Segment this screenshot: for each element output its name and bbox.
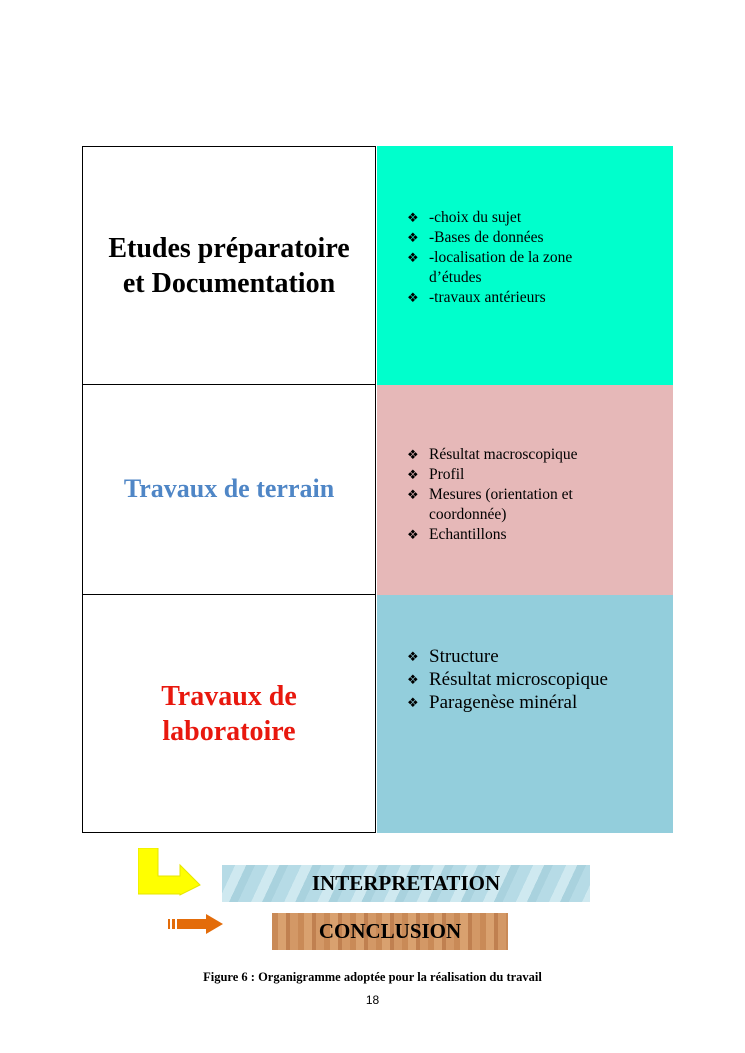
- list-item: ❖ Résultat macroscopique: [407, 446, 578, 463]
- list-item: ❖ Echantillons: [407, 526, 507, 543]
- interpretation-box: INTERPRETATION: [222, 865, 590, 902]
- list-item: ❖ Mesures (orientation et coordonnée): [407, 486, 573, 523]
- row-laboratoire-title: Travaux de laboratoire: [161, 680, 297, 747]
- list-item: ❖ -Bases de données: [407, 229, 544, 246]
- conclusion-box: CONCLUSION: [272, 913, 508, 950]
- diamond-bullet-icon: ❖: [407, 672, 419, 687]
- diamond-bullet-icon: ❖: [407, 447, 419, 462]
- diamond-bullet-icon: ❖: [407, 649, 419, 664]
- diamond-bullet-icon: ❖: [407, 695, 419, 710]
- row-terrain: [82, 385, 673, 595]
- row-terrain-title: Travaux de terrain: [123, 474, 335, 504]
- row-laboratoire-content-cell: [377, 595, 673, 833]
- page-number: 18: [365, 993, 380, 1007]
- list-item: ❖ -localisation de la zone d’études: [407, 249, 573, 286]
- diamond-bullet-icon: ❖: [407, 250, 419, 265]
- row-terrain-title-cell: [82, 385, 376, 595]
- row-laboratoire-list: [407, 645, 663, 714]
- list-item: ❖ Structure: [407, 646, 499, 667]
- row-terrain-list: [407, 445, 663, 545]
- elbow-arrow-icon: [138, 848, 202, 898]
- list-item: ❖ Paragenèse minéral: [407, 692, 578, 713]
- list-item: ❖ -travaux antérieurs: [407, 289, 546, 306]
- diamond-bullet-icon: ❖: [407, 230, 419, 245]
- row-laboratoire-title-cell: [82, 595, 376, 833]
- diamond-bullet-icon: ❖: [407, 487, 419, 502]
- row-etudes-list: [407, 208, 663, 308]
- row-etudes-title-cell: [82, 146, 376, 385]
- diamond-bullet-icon: ❖: [407, 467, 419, 482]
- row-terrain-content-cell: [377, 385, 673, 595]
- right-arrow-icon: [168, 914, 224, 934]
- row-etudes-title: Etudes préparatoire et Documentation: [108, 232, 350, 299]
- row-etudes: [82, 146, 673, 385]
- figure-caption: Figure 6 : Organigramme adoptée pour la réalisation du travail: [203, 970, 542, 984]
- list-item: ❖ Résultat microscopique: [407, 669, 608, 690]
- diamond-bullet-icon: ❖: [407, 210, 419, 225]
- list-item: ❖ -choix du sujet: [407, 209, 522, 226]
- diamond-bullet-icon: ❖: [407, 527, 419, 542]
- diamond-bullet-icon: ❖: [407, 290, 419, 305]
- list-item: ❖ Profil: [407, 466, 465, 483]
- row-laboratoire: [82, 595, 673, 833]
- row-etudes-content-cell: [377, 146, 673, 385]
